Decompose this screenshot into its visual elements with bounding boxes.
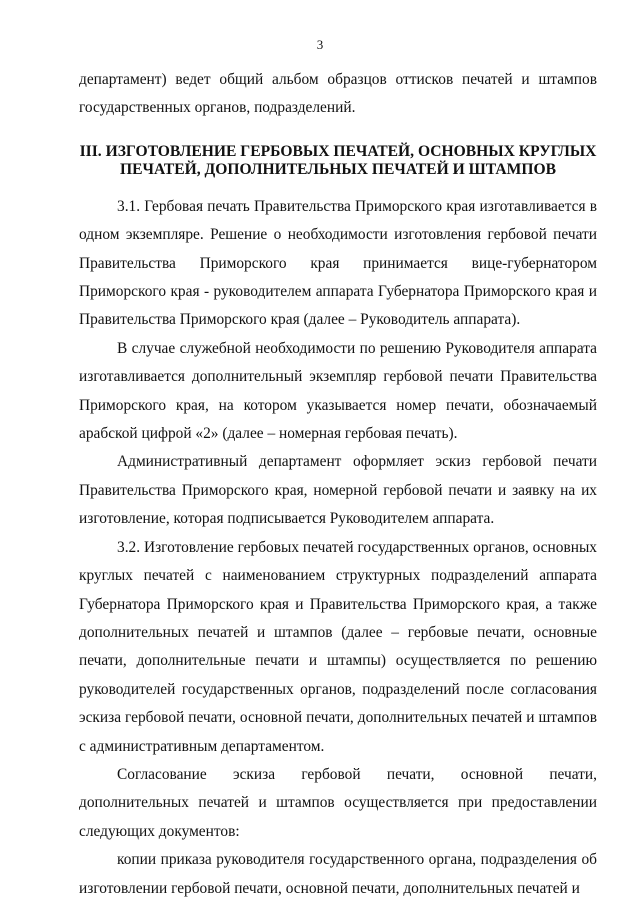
paragraph-3-1: 3.1. Гербовая печать Правительства Приморского края изготавливается в одном экземпляре. Решение о необходимости изготовления гербовой печати Правительства Приморского края принимается вице-губернатором Приморского края - руководителем аппарата Губернатора Приморского края и Правительства Приморского края (далее – Руководитель аппарата). (79, 197, 597, 329)
section-heading (79, 143, 597, 179)
section-heading-line-1: III. ИЗГОТОВЛЕНИЕ ГЕРБОВЫХ ПЕЧАТЕЙ, ОСНОВНЫХ КРУГЛЫХ (79, 142, 597, 160)
page-number: 3 (316, 37, 324, 52)
paragraph-3-2: 3.2. Изготовление гербовых печатей государственных органов, основных круглых печатей с наименованием структурных подразделений аппарата Губернатора Приморского края и Правительства Приморского края, а также дополнительных печатей и штампов (далее – гербовые печати, основные печати, дополнительные печати и штампы) осуществляется по решению руководителей государственных органов, подразделений после согласования эскиза гербовой печати, основной печати, дополнительных печатей и штампов с административным департаментом. (79, 538, 597, 755)
paragraph-approval: Согласование эскиза гербовой печати, основной печати, дополнительных печатей и штампов осуществляется при предоставлении следующих документов: (79, 765, 597, 840)
paragraph-copies-of-order: копии приказа руководителя государственного органа, подразделения об изготовлении гербовой печати, основной печати, дополнительных печатей и (79, 851, 597, 897)
document-body (79, 66, 597, 903)
paragraph-continued: департамент) ведет общий альбом образцов оттисков печатей и штампов государственных органов, подразделений. (79, 71, 597, 117)
section-heading-line-2: ПЕЧАТЕЙ, ДОПОЛНИТЕЛЬНЫХ ПЕЧАТЕЙ И ШТАМПОВ (119, 160, 557, 178)
paragraph-additional-copy: В случае служебной необходимости по решению Руководителя аппарата изготавливается дополнительный экземпляр гербовой печати Правительства Приморского края, на котором указывается номер печати, обозначаемый арабской цифрой «2» (далее – номерная гербовая печать). (79, 339, 597, 443)
paragraph-admin-department: Административный департамент оформляет эскиз гербовой печати Правительства Приморского края, номерной гербовой печати и заявку на их изготовление, которая подписывается Руководителем аппарата. (79, 453, 597, 528)
